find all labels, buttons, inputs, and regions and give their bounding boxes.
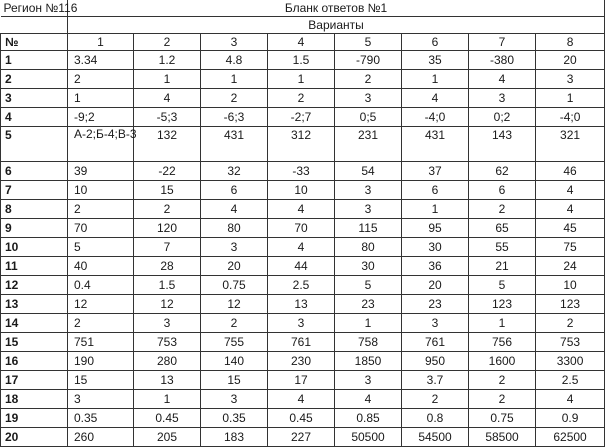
answer-cell: 0.8 (402, 409, 469, 428)
answer-row (1, 371, 605, 390)
answer-row (1, 390, 605, 409)
answer-cell: 20 (536, 51, 605, 70)
answer-row (1, 333, 605, 352)
task-number: 11 (1, 257, 68, 276)
answer-cell: 58500 (469, 428, 536, 447)
answer-cell: 23 (335, 295, 402, 314)
task-number: 7 (1, 181, 68, 200)
answer-cell: 140 (201, 352, 268, 371)
task-number: 2 (1, 70, 68, 89)
answer-cell: 17 (268, 371, 335, 390)
answer-cell: 1.5 (134, 276, 201, 295)
answer-cell: 205 (134, 428, 201, 447)
task-number: 4 (1, 108, 68, 127)
answer-cell: 30 (402, 238, 469, 257)
answer-cell: 3 (201, 238, 268, 257)
answer-cell: 1 (335, 314, 402, 333)
answer-cell: 4 (335, 390, 402, 409)
answer-cell: 2 (335, 70, 402, 89)
task-number: 3 (1, 89, 68, 108)
answer-cell: 2 (469, 200, 536, 219)
answer-cell: 15 (134, 181, 201, 200)
answer-cell: 1 (402, 200, 469, 219)
answer-cell: 761 (402, 333, 469, 352)
answer-cell: 4 (536, 200, 605, 219)
answer-cell: 54500 (402, 428, 469, 447)
variant-header-4: 4 (268, 34, 335, 51)
blank-title: Бланк ответов №1 (68, 0, 605, 17)
answer-cell: 2 (469, 371, 536, 390)
answer-cell: 10 (68, 181, 134, 200)
variant-header-7: 7 (469, 34, 536, 51)
answer-cell: 950 (402, 352, 469, 371)
answer-cell: 44 (268, 257, 335, 276)
answer-cell: 143 (469, 127, 536, 162)
answer-cell: 115 (335, 219, 402, 238)
answer-cell: 2 (68, 200, 134, 219)
answer-cell: 28 (134, 257, 201, 276)
answer-cell: 1 (536, 89, 605, 108)
answer-cell: 2 (201, 314, 268, 333)
answer-cell: 230 (268, 352, 335, 371)
answer-cell: 4 (469, 70, 536, 89)
answer-cell: 70 (68, 219, 134, 238)
answer-cell: -4;0 (536, 108, 605, 127)
answer-cell: 6 (402, 181, 469, 200)
answer-cell: 2 (201, 89, 268, 108)
variant-header-5: 5 (335, 34, 402, 51)
answer-cell: 15 (68, 371, 134, 390)
answer-cell: 35 (402, 51, 469, 70)
answer-row (1, 352, 605, 371)
answer-row (1, 89, 605, 108)
answer-cell: 62 (469, 162, 536, 181)
answer-cell: 753 (536, 333, 605, 352)
answer-cell: 260 (68, 428, 134, 447)
answer-cell: 13 (134, 371, 201, 390)
answer-cell: 50500 (335, 428, 402, 447)
answer-cell: 3 (134, 314, 201, 333)
variant-header-6: 6 (402, 34, 469, 51)
answer-cell: 6 (201, 181, 268, 200)
answer-cell: 5 (469, 276, 536, 295)
answer-cell: 132 (134, 127, 201, 162)
answer-cell: 2.5 (536, 371, 605, 390)
answer-cell: 0;2 (469, 108, 536, 127)
answer-cell: 20 (201, 257, 268, 276)
answer-cell: 4 (134, 89, 201, 108)
answer-cell: 10 (268, 181, 335, 200)
answer-cell: 120 (134, 219, 201, 238)
answer-cell: 3 (402, 314, 469, 333)
answer-cell: 0.35 (201, 409, 268, 428)
variant-header-2: 2 (134, 34, 201, 51)
answer-cell: 1.2 (134, 51, 201, 70)
answer-cell: 3 (335, 371, 402, 390)
answer-cell: 21 (469, 257, 536, 276)
answer-row (1, 127, 605, 162)
answer-row (1, 238, 605, 257)
answer-cell: 23 (402, 295, 469, 314)
answer-row (1, 276, 605, 295)
answer-cell: 190 (68, 352, 134, 371)
answer-row (1, 200, 605, 219)
answer-cell: 227 (268, 428, 335, 447)
answer-cell: 0.9 (536, 409, 605, 428)
answer-cell: 65 (469, 219, 536, 238)
answer-cell: 3 (335, 200, 402, 219)
answer-cell: 2.5 (268, 276, 335, 295)
answer-cell: 1 (469, 314, 536, 333)
task-number: 6 (1, 162, 68, 181)
answer-cell: 0.4 (68, 276, 134, 295)
answer-cell: 0.35 (68, 409, 134, 428)
answer-cell: 5 (68, 238, 134, 257)
answer-cell: 4 (268, 238, 335, 257)
answer-row (1, 219, 605, 238)
task-number: 19 (1, 409, 68, 428)
answer-row (1, 295, 605, 314)
answer-cell: -2;7 (268, 108, 335, 127)
variant-header-8: 8 (536, 34, 605, 51)
answer-cell: -33 (268, 162, 335, 181)
answer-cell: 3 (335, 181, 402, 200)
region-label: Регион №116 (1, 0, 68, 17)
answer-cell: 80 (335, 238, 402, 257)
answer-row (1, 314, 605, 333)
answer-cell: 2 (68, 314, 134, 333)
answer-cell: 24 (536, 257, 605, 276)
answer-cell: 2 (536, 314, 605, 333)
answer-cell: 12 (134, 295, 201, 314)
task-number: 17 (1, 371, 68, 390)
answer-cell: 13 (268, 295, 335, 314)
answer-cell: 1 (134, 390, 201, 409)
answer-cell: 1 (402, 70, 469, 89)
answer-cell: 4 (268, 200, 335, 219)
answer-cell: 30 (335, 257, 402, 276)
answer-cell: 12 (201, 295, 268, 314)
answer-cell: 231 (335, 127, 402, 162)
answer-cell: 1850 (335, 352, 402, 371)
answer-cell: 37 (402, 162, 469, 181)
answer-cell: 20 (402, 276, 469, 295)
answer-cell: 0.85 (335, 409, 402, 428)
task-number: 10 (1, 238, 68, 257)
answer-cell: 45 (536, 219, 605, 238)
task-number: 5 (1, 127, 68, 162)
answer-cell: 312 (268, 127, 335, 162)
answer-cell: 123 (469, 295, 536, 314)
task-number: 15 (1, 333, 68, 352)
answer-cell: 1600 (469, 352, 536, 371)
answer-cell: -380 (469, 51, 536, 70)
answer-cell: -6;3 (201, 108, 268, 127)
answer-cell: -5;3 (134, 108, 201, 127)
answer-cell: 0.45 (268, 409, 335, 428)
answer-cell: 36 (402, 257, 469, 276)
answer-cell: 95 (402, 219, 469, 238)
answer-cell: 1.5 (268, 51, 335, 70)
answer-cell: 1 (268, 70, 335, 89)
answer-cell: 321 (536, 127, 605, 162)
answer-cell: 3.34 (68, 51, 134, 70)
answer-cell: 2 (268, 89, 335, 108)
answer-cell: 0.75 (469, 409, 536, 428)
answer-cell: 39 (68, 162, 134, 181)
answer-cell: 1 (134, 70, 201, 89)
task-number: 14 (1, 314, 68, 333)
variant-header-3: 3 (201, 34, 268, 51)
task-number: 9 (1, 219, 68, 238)
answer-cell: 3 (268, 314, 335, 333)
answer-cell: -4;0 (402, 108, 469, 127)
answer-row (1, 428, 605, 447)
answer-cell: 80 (201, 219, 268, 238)
answer-cell: 3 (536, 70, 605, 89)
answer-cell: 756 (469, 333, 536, 352)
answer-cell: 4 (536, 390, 605, 409)
answer-cell: 75 (536, 238, 605, 257)
answer-cell: А-2;Б-4;В-3 (68, 127, 134, 162)
answer-cell: 431 (201, 127, 268, 162)
answer-cell: 3300 (536, 352, 605, 371)
answer-cell: 40 (68, 257, 134, 276)
answer-cell: 758 (335, 333, 402, 352)
number-column-header: № (1, 34, 68, 51)
answer-cell: 2 (134, 200, 201, 219)
answer-row (1, 257, 605, 276)
answer-cell: 70 (268, 219, 335, 238)
variant-header-1: 1 (68, 34, 134, 51)
answer-row (1, 51, 605, 70)
answer-cell: 761 (268, 333, 335, 352)
answer-cell: 755 (201, 333, 268, 352)
task-number: 8 (1, 200, 68, 219)
answer-row (1, 162, 605, 181)
answer-cell: 2 (402, 390, 469, 409)
answer-row (1, 70, 605, 89)
answer-cell: 0.45 (134, 409, 201, 428)
task-number: 18 (1, 390, 68, 409)
answer-cell: 0;5 (335, 108, 402, 127)
answer-cell: 4 (201, 200, 268, 219)
answer-cell: 123 (536, 295, 605, 314)
task-number: 16 (1, 352, 68, 371)
answer-cell: 1 (68, 89, 134, 108)
answer-cell: 5 (335, 276, 402, 295)
answer-cell: 62500 (536, 428, 605, 447)
answer-cell: -22 (134, 162, 201, 181)
answer-cell: 183 (201, 428, 268, 447)
answer-row (1, 181, 605, 200)
task-number: 12 (1, 276, 68, 295)
answer-cell: 2 (68, 70, 134, 89)
answer-cell: 2 (469, 390, 536, 409)
answer-cell: 4 (402, 89, 469, 108)
answer-cell: 12 (68, 295, 134, 314)
empty-corner-cell (1, 17, 68, 34)
answer-cell: -790 (335, 51, 402, 70)
answer-cell: 54 (335, 162, 402, 181)
answer-cell: 55 (469, 238, 536, 257)
answer-cell: 751 (68, 333, 134, 352)
answer-cell: 3 (335, 89, 402, 108)
answer-row (1, 409, 605, 428)
answer-cell: -9;2 (68, 108, 134, 127)
answer-cell: 4 (536, 181, 605, 200)
answer-cell: 1 (201, 70, 268, 89)
answer-cell: 753 (134, 333, 201, 352)
answer-cell: 280 (134, 352, 201, 371)
answer-cell: 3 (469, 89, 536, 108)
answer-cell: 6 (469, 181, 536, 200)
answer-cell: 32 (201, 162, 268, 181)
answer-cell: 3 (68, 390, 134, 409)
task-number: 20 (1, 428, 68, 447)
answer-cell: 4 (268, 390, 335, 409)
task-number: 13 (1, 295, 68, 314)
answer-row (1, 108, 605, 127)
answer-cell: 46 (536, 162, 605, 181)
answer-cell: 0.75 (201, 276, 268, 295)
answer-cell: 4.8 (201, 51, 268, 70)
answer-cell: 3 (201, 390, 268, 409)
answer-cell: 10 (536, 276, 605, 295)
answer-cell: 15 (201, 371, 268, 390)
task-number: 1 (1, 51, 68, 70)
answer-cell: 431 (402, 127, 469, 162)
answer-cell: 3.7 (402, 371, 469, 390)
answer-cell: 7 (134, 238, 201, 257)
variants-title: Варианты (68, 17, 605, 34)
